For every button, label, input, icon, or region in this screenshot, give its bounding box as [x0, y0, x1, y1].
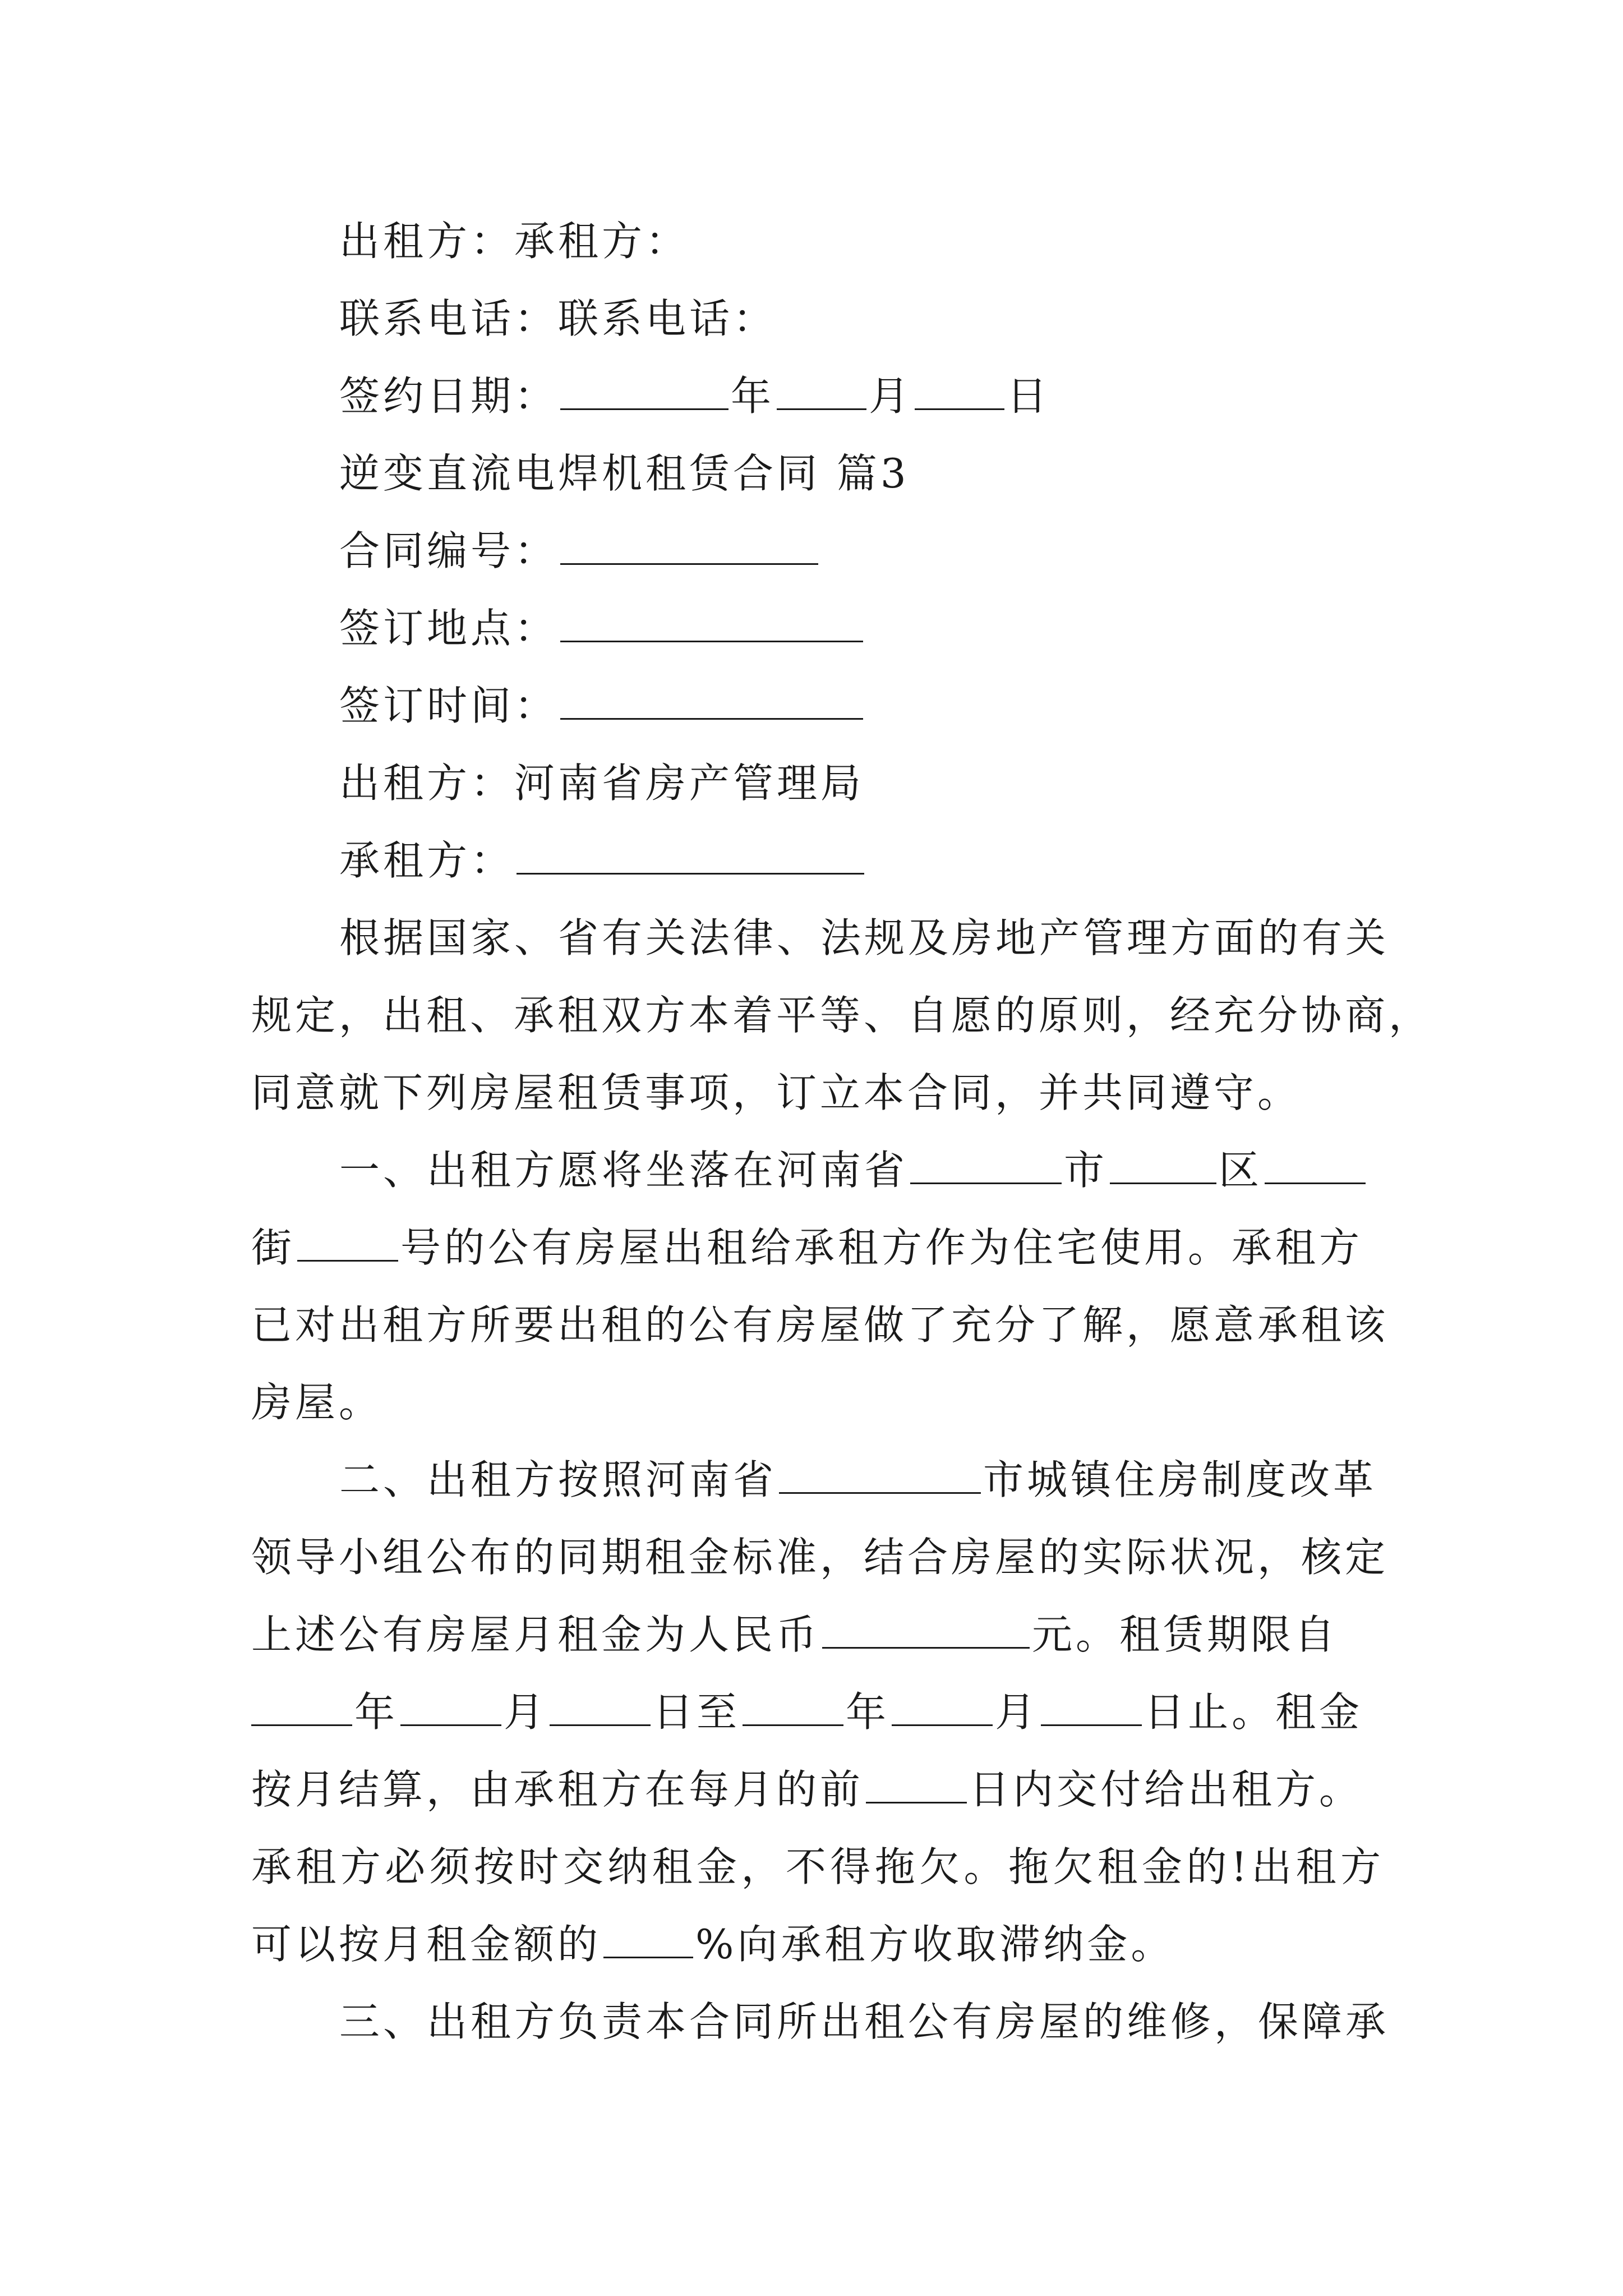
para1-text-2: 规定，出租、承租双方本着平等、自愿的原则，经充分协商，	[251, 992, 1433, 1039]
clause1-text-b2: 号的公有房屋出租给承租方作为住宅使用。承租方	[400, 1224, 1363, 1271]
day-label: 日	[1007, 372, 1051, 420]
blank-pay-days	[866, 1767, 967, 1803]
blank-street	[1265, 1148, 1366, 1184]
para1-line1	[339, 910, 1390, 966]
month-label: 月	[869, 372, 913, 420]
blank-day	[915, 374, 1004, 410]
contract-number-label: 合同编号：	[339, 527, 559, 574]
blank-end-year	[743, 1690, 843, 1726]
clause1-text-a1: 一、出租方愿将坐落在河南省	[339, 1147, 909, 1194]
blank-late-fee-percent	[603, 1922, 693, 1958]
clause2-text-d3: 日至	[653, 1688, 741, 1736]
clause1-text-d: 房屋。	[251, 1379, 383, 1426]
clause2-line4	[251, 1684, 1384, 1740]
blank-year	[560, 374, 728, 410]
para1-text-3: 同意就下列房屋租赁事项，订立本合同，并共同遵守。	[251, 1069, 1302, 1116]
section-title-text: 逆变直流电焊机租赁合同 篇3	[339, 450, 910, 497]
clause2-text-d1: 年	[354, 1688, 399, 1736]
para1-line3	[251, 1065, 1384, 1121]
clause2-text-f: 承租方必须按时交纳租金，不得拖欠。拖欠租金的!出租方	[251, 1843, 1384, 1890]
clause1-text-c: 已对出租方所要出租的公有房屋做了充分了解，愿意承租该	[251, 1301, 1389, 1349]
lessee-line	[339, 832, 1472, 889]
phone-label: 联系电话：联系电话：	[339, 295, 777, 342]
para1-line2	[251, 987, 1433, 1043]
phone-line	[339, 291, 1472, 347]
sign-place-label: 签订地点：	[339, 605, 559, 652]
clause2-text-d2: 月	[504, 1688, 548, 1736]
lessor-label: 出租方：河南省房产管理局	[339, 760, 865, 807]
clause2-text-a2: 市城镇住房制度改革	[983, 1456, 1377, 1503]
clause2-line3	[251, 1607, 1384, 1663]
clause2-text-d6: 日止。租金	[1144, 1688, 1363, 1736]
clause2-text-g1: 可以按月租金额的	[251, 1921, 602, 1968]
blank-contract-number	[560, 528, 818, 565]
lessor-lessee-label: 出租方：承租方：	[339, 218, 690, 265]
para1-text-1: 根据国家、省有关法律、法规及房地产管理方面的有关	[339, 914, 1390, 961]
blank-rent-amount	[822, 1612, 1030, 1649]
clause2-line7	[251, 1916, 1384, 1972]
clause2-line2	[251, 1529, 1389, 1585]
lessor-lessee-line	[339, 213, 1472, 269]
clause1-text-b1: 街	[251, 1224, 296, 1271]
blank-start-day	[550, 1690, 651, 1726]
clause3-text-a: 三、出租方负责本合同所出租公有房屋的维修，保障承	[339, 1998, 1390, 2045]
clause2-text-a1: 二、出租方按照河南省	[339, 1456, 777, 1503]
blank-end-month	[892, 1690, 993, 1726]
clause2-text-d4: 年	[846, 1688, 890, 1736]
sign-time-label: 签订时间：	[339, 682, 559, 729]
lessor-line	[339, 755, 1472, 811]
clause1-text-a3: 区	[1219, 1147, 1263, 1194]
section-title	[339, 445, 1472, 501]
clause1-line4	[251, 1374, 1384, 1430]
clause3-line1	[339, 1994, 1390, 2050]
sign-date-label: 签约日期：	[339, 372, 559, 420]
clause2-line6	[251, 1839, 1384, 1895]
contract-number-line	[339, 523, 1472, 579]
blank-city	[910, 1148, 1062, 1184]
blank-district	[1110, 1148, 1216, 1184]
clause2-text-d5: 月	[995, 1688, 1039, 1736]
clause1-line2	[251, 1220, 1384, 1276]
clause2-text-e1: 按月结算，由承租方在每月的前	[251, 1766, 864, 1813]
clause2-line1	[339, 1452, 1472, 1508]
sign-time-line	[339, 678, 1472, 734]
year-label: 年	[731, 372, 775, 420]
blank-number	[297, 1225, 398, 1262]
clause2-text-g2: %向承租方收取滞纳金。	[695, 1921, 1175, 1968]
blank-start-year	[251, 1690, 352, 1726]
blank-sign-place	[560, 606, 863, 642]
blank-start-month	[400, 1690, 501, 1726]
clause2-text-c1: 上述公有房屋月租金为人民币	[251, 1611, 820, 1658]
blank-lessee	[517, 838, 864, 875]
clause1-text-a2: 市	[1064, 1147, 1108, 1194]
clause1-line3	[251, 1297, 1389, 1353]
clause2-text-c2: 元。租赁期限自	[1032, 1611, 1339, 1658]
clause2-line5	[251, 1761, 1384, 1818]
blank-sign-time	[560, 683, 863, 720]
clause2-text-b: 领导小组公布的同期租金标准，结合房屋的实际状况，核定	[251, 1534, 1389, 1581]
blank-end-day	[1041, 1690, 1142, 1726]
clause1-line1	[339, 1142, 1472, 1198]
sign-date-line	[339, 368, 1472, 424]
blank-city-2	[779, 1457, 981, 1494]
blank-month	[777, 374, 866, 410]
clause2-text-e2: 日内交付给出租方。	[969, 1766, 1363, 1813]
sign-place-line	[339, 600, 1472, 656]
lessee-label: 承租方：	[339, 837, 515, 884]
